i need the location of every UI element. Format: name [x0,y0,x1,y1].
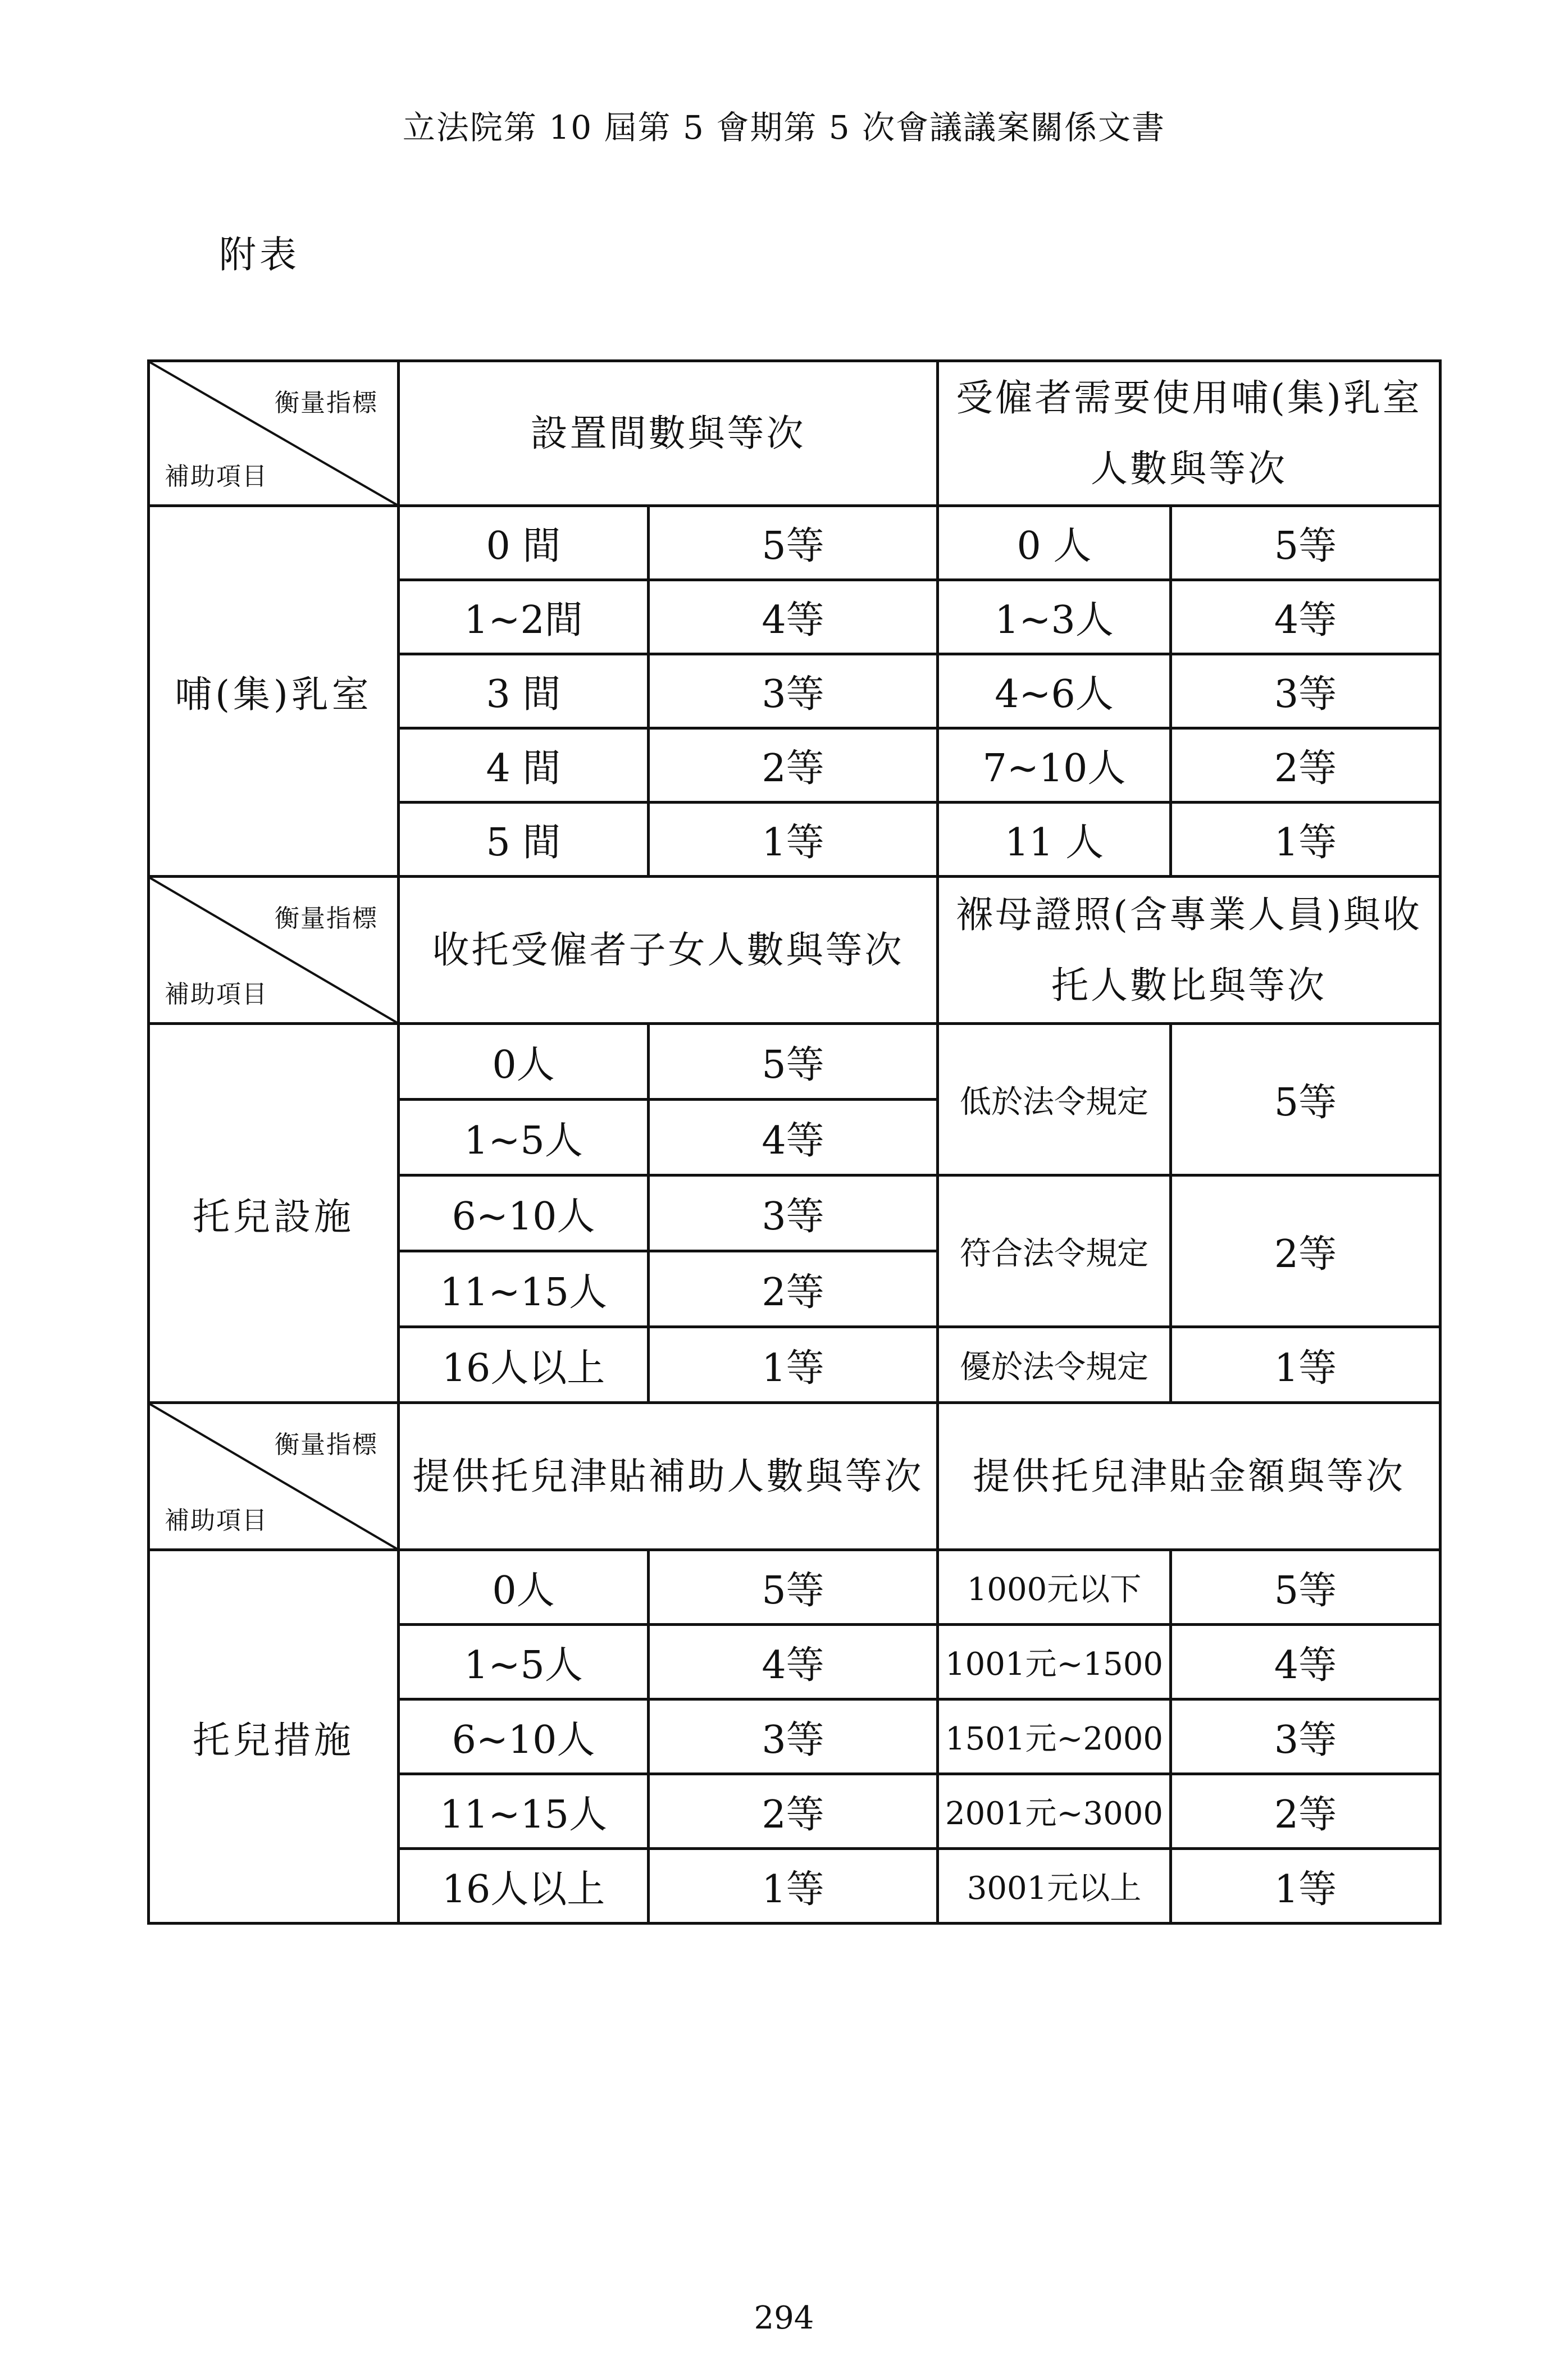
section1-a-value: 1~2間 [399,580,649,654]
section2-b-grade: 1等 [1171,1327,1441,1403]
section1-b-grade: 1等 [1171,803,1441,877]
section1-a-value: 3 間 [399,654,649,728]
section3-a-value: 0人 [399,1550,649,1625]
section2-a-grade: 4等 [649,1100,938,1175]
section3-b-value: 1000元以下 [938,1550,1171,1625]
section2-a-grade: 3等 [649,1175,938,1251]
section1-a-value: 4 間 [399,728,649,803]
corner-cell [149,1403,399,1550]
section3-a-value: 16人以上 [399,1849,649,1924]
section3-col-a-title: 提供托兒津貼補助人數與等次 [399,1403,938,1550]
corner-indicator-label: 衡量指標 [275,389,378,417]
section3-b-value: 3001元以上 [938,1849,1171,1924]
section1-b-grade: 2等 [1171,728,1441,803]
table-row [149,1024,1441,1100]
section1-b-value: 11 人 [938,803,1171,877]
section2-b-value: 低於法令規定 [938,1024,1171,1175]
section2-a-grade: 5等 [649,1024,938,1100]
corner-item-label: 補助項目 [165,1506,268,1535]
section1-b-value: 0 人 [938,506,1171,580]
section3-a-grade: 5等 [649,1550,938,1625]
corner-cell [149,361,399,506]
section2-header-row [149,877,1441,1024]
section3-b-grade: 1等 [1171,1849,1441,1924]
section2-col-b-title: 褓母證照(含專業人員)與收托人數比與等次 [938,877,1441,1024]
section2-a-grade: 1等 [649,1327,938,1403]
section3-a-grade: 2等 [649,1774,938,1849]
section2-b-value: 符合法令規定 [938,1175,1171,1327]
section3-b-grade: 3等 [1171,1699,1441,1774]
section3-b-grade: 4等 [1171,1625,1441,1699]
section1-b-grade: 5等 [1171,506,1441,580]
section1-a-grade: 2等 [649,728,938,803]
section1-a-grade: 4等 [649,580,938,654]
section1-col-a-title: 設置間數與等次 [399,361,938,506]
section3-a-value: 11~15人 [399,1774,649,1849]
corner-item-label: 補助項目 [165,980,268,1009]
section2-name: 托兒設施 [149,1024,399,1403]
section2-a-value: 6~10人 [399,1175,649,1251]
section1-a-grade: 5等 [649,506,938,580]
corner-cell [149,877,399,1024]
corner-indicator-label: 衡量指標 [275,904,378,933]
section3-col-b-title: 提供托兒津貼金額與等次 [938,1403,1441,1550]
section1-b-value: 4~6人 [938,654,1171,728]
section2-b-grade: 2等 [1171,1175,1441,1327]
section2-a-value: 0人 [399,1024,649,1100]
section2-a-value: 1~5人 [399,1100,649,1175]
section1-b-value: 7~10人 [938,728,1171,803]
section2-a-value: 11~15人 [399,1251,649,1327]
section2-b-value: 優於法令規定 [938,1327,1171,1403]
section3-name: 托兒措施 [149,1550,399,1924]
document-header: 立法院第 10 屆第 5 會期第 5 次會議議案關係文書 [402,108,1166,147]
subsidy-grading-table [147,359,1442,1925]
section3-a-grade: 1等 [649,1849,938,1924]
section2-b-grade: 5等 [1171,1024,1441,1175]
section3-a-value: 6~10人 [399,1699,649,1774]
section3-a-value: 1~5人 [399,1625,649,1699]
section3-b-grade: 5等 [1171,1550,1441,1625]
section3-a-grade: 4等 [649,1625,938,1699]
section1-b-value: 1~3人 [938,580,1171,654]
section1-header-row [149,361,1441,506]
corner-indicator-label: 衡量指標 [275,1430,378,1459]
section3-b-value: 2001元~3000 [938,1774,1171,1849]
table-row [149,506,1441,580]
section1-b-grade: 4等 [1171,580,1441,654]
section1-a-value: 0 間 [399,506,649,580]
section1-a-grade: 1等 [649,803,938,877]
corner-item-label: 補助項目 [165,462,268,491]
section3-header-row [149,1403,1441,1550]
section2-a-grade: 2等 [649,1251,938,1327]
table-caption: 附表 [219,233,300,276]
section3-b-value: 1001元~1500 [938,1625,1171,1699]
page-number: 294 [754,2300,814,2336]
section1-b-grade: 3等 [1171,654,1441,728]
table-row [149,1550,1441,1625]
section2-col-a-title: 收托受僱者子女人數與等次 [399,877,938,1024]
section1-a-value: 5 間 [399,803,649,877]
section1-col-b-title: 受僱者需要使用哺(集)乳室人數與等次 [938,361,1441,506]
section1-name: 哺(集)乳室 [149,506,399,877]
section1-a-grade: 3等 [649,654,938,728]
section2-a-value: 16人以上 [399,1327,649,1403]
section3-a-grade: 3等 [649,1699,938,1774]
section3-b-value: 1501元~2000 [938,1699,1171,1774]
section3-b-grade: 2等 [1171,1774,1441,1849]
